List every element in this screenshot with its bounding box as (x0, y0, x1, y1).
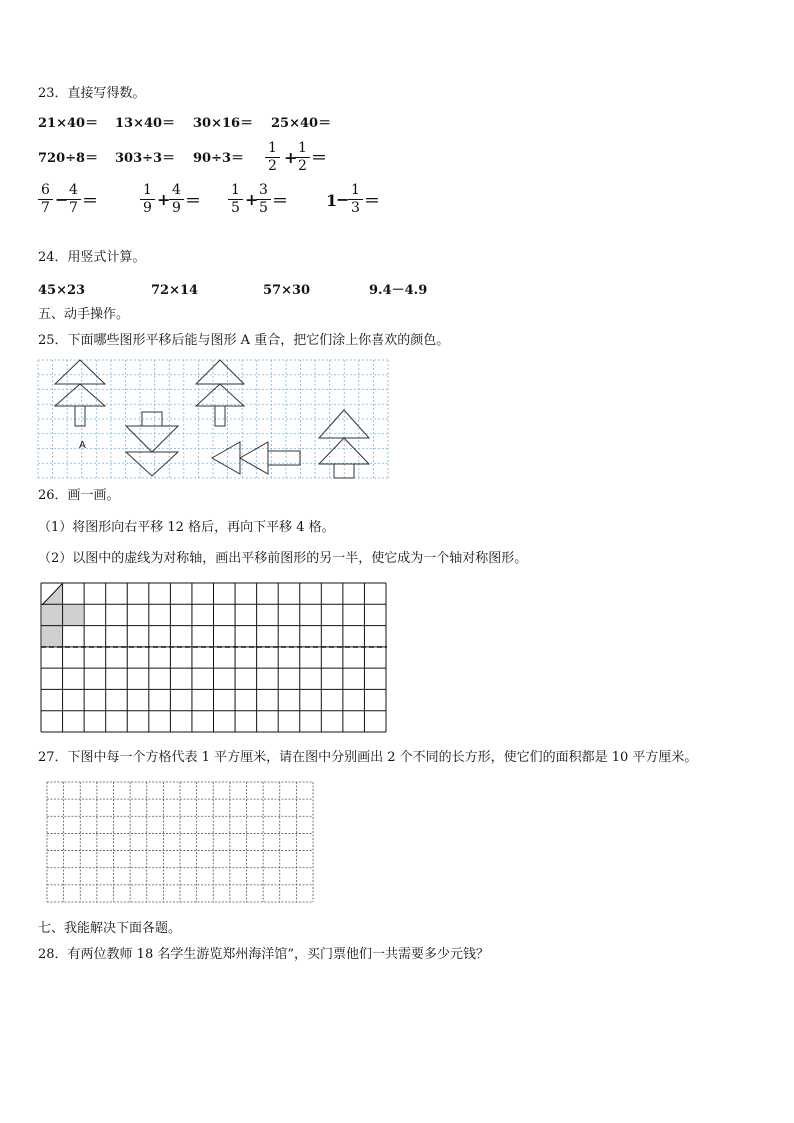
q23-r3-4-whole: 1 (326, 191, 338, 210)
fraction-denominator: 2 (268, 158, 277, 174)
q23-r2-2: 303÷3＝ (115, 151, 176, 166)
q23-r1-3: 30×16＝ (193, 116, 254, 131)
q23-r3-1-op: − (55, 190, 69, 209)
q26-title: 26．画一画。 (38, 488, 120, 503)
q26-sub-1: （1）将图形向右平移 12 格后，再向下平移 4 格。 (38, 520, 335, 535)
fraction-denominator: 2 (298, 158, 307, 174)
fraction-denominator: 5 (259, 200, 268, 216)
fraction-numerator: 1 (348, 182, 363, 200)
fraction-denominator: 5 (231, 200, 240, 216)
q23-r3-1-frac-b (66, 182, 81, 217)
shaded-cell (42, 625, 62, 646)
fraction-denominator: 7 (41, 200, 50, 216)
tree-a-bottom (55, 384, 105, 406)
q23-title: 23．直接写得数。 (38, 86, 146, 101)
q25-figure-grid (38, 360, 390, 480)
q23-r3-3-frac-b (256, 182, 271, 217)
tree-4-left (212, 442, 240, 474)
q26-sub-2: （2）以图中的虚线为对称轴，画出平移前图形的另一半，使它成为一个轴对称图形。 (38, 551, 528, 566)
shaded-cell (42, 605, 62, 625)
q23-r3-3-frac-a (228, 182, 243, 217)
tree-a-top (55, 360, 105, 384)
tree-5-trunk (334, 464, 354, 478)
fraction-denominator: 9 (143, 200, 152, 216)
q23-r2-eq: ＝ (311, 148, 328, 167)
q23-r3-2-op: + (157, 190, 171, 209)
fraction-numerator: 4 (169, 182, 184, 200)
q23-r3-3-eq: ＝ (272, 191, 289, 210)
q24-title: 24．用竖式计算。 (38, 250, 146, 265)
fraction-numerator: 1 (295, 140, 310, 158)
tree-3-bottom (196, 384, 244, 406)
q23-r2-frac-b (295, 140, 310, 175)
q23-r3-4-op: − (336, 190, 350, 209)
q28-title: 28．有两位教师 18 名学生游览郑州海洋馆”，买门票他们一共需要多少元钱？ (38, 947, 489, 962)
tree-a-trunk (75, 406, 85, 426)
tree-3-top (196, 360, 244, 384)
shaded-cell (62, 605, 83, 625)
q24-item-2: 72×14 (151, 283, 199, 298)
q23-r1-2: 13×40＝ (115, 116, 176, 131)
q24-item-3: 57×30 (263, 283, 311, 298)
q23-r3-2-frac-b (169, 182, 184, 217)
q23-r3-2-eq: ＝ (185, 191, 202, 210)
q26-grid (41, 583, 387, 733)
fraction-numerator: 1 (228, 182, 243, 200)
fraction-numerator: 6 (38, 182, 53, 200)
fraction-denominator: 3 (351, 200, 360, 216)
fraction-numerator: 1 (265, 140, 280, 158)
tree-4-right (240, 442, 268, 474)
q25-title: 25．下面哪些图形平移后能与图形 A 重合，把它们涂上你喜欢的颜色。 (38, 333, 450, 348)
q24-item-1: 45×23 (38, 283, 86, 298)
q23-r3-2-frac-a (140, 182, 155, 217)
q23-r2-1: 720÷8＝ (38, 151, 99, 166)
q27-title: 27．下图中每一个方格代表 1 平方厘米，请在图中分别画出 2 个不同的长方形，使它们的面积都是 10 平方厘米。 (38, 750, 698, 765)
fraction-numerator: 4 (66, 182, 81, 200)
q24-item-4: 9.4－4.9 (369, 283, 428, 298)
q23-r1-4: 25×40＝ (271, 116, 332, 131)
q23-r2-3: 90÷3＝ (193, 151, 245, 166)
q23-r3-4-frac-b (348, 182, 363, 217)
q23-r2-frac-a (265, 140, 280, 175)
fraction-numerator: 1 (140, 182, 155, 200)
q23-r3-1-frac-a (38, 182, 53, 217)
q23-r3-4-eq: ＝ (364, 191, 381, 210)
section-7-heading: 七、我能解决下面各题。 (38, 921, 182, 936)
q27-grid (47, 782, 314, 904)
section-5-heading: 五、动手操作。 (38, 307, 130, 322)
fraction-denominator: 7 (69, 200, 78, 216)
tree-3-trunk (215, 406, 225, 426)
q23-r3-1-eq: ＝ (82, 191, 99, 210)
tree-2-bottom (126, 452, 178, 476)
q23-r1-1: 21×40＝ (38, 116, 99, 131)
q23-r2-op: + (284, 148, 298, 167)
fraction-numerator: 3 (256, 182, 271, 200)
tree-a-label: A (79, 440, 86, 451)
fraction-denominator: 9 (172, 200, 181, 216)
q23-r3-3-op: + (245, 190, 259, 209)
